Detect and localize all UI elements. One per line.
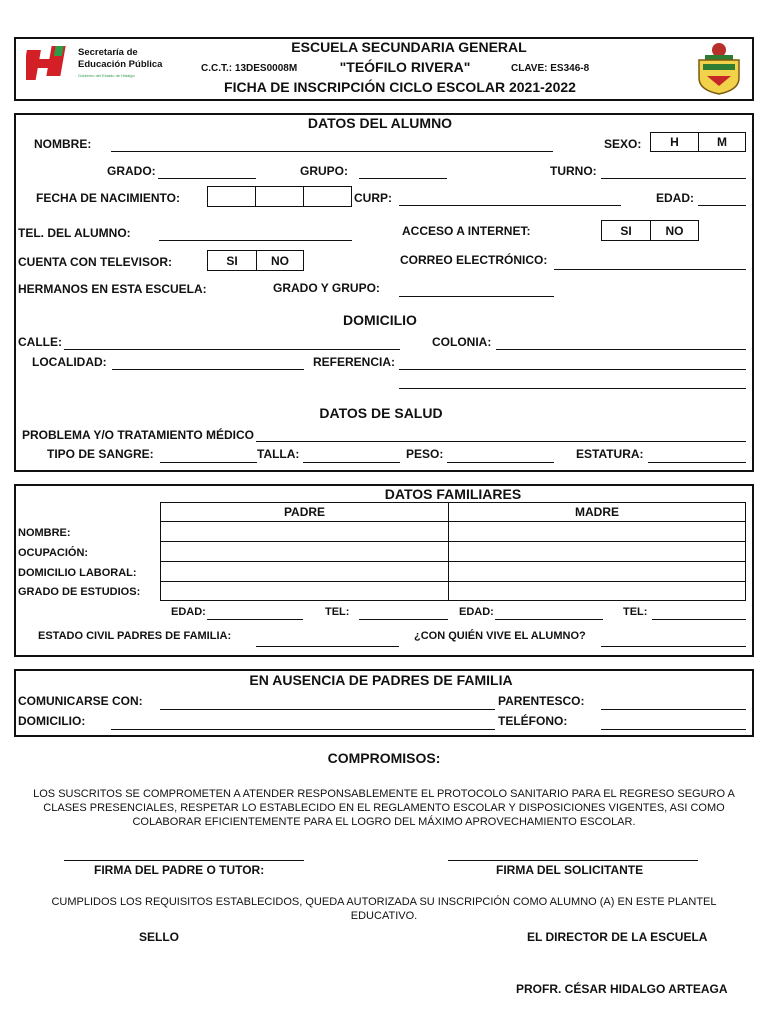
madre-header: MADRE [448,502,746,522]
comunicarse-label: COMUNICARSE CON: [18,694,143,708]
localidad-field[interactable] [112,369,304,370]
problema-label: PROBLEMA Y/O TRATAMIENTO MÉDICO [22,428,255,442]
madre-tel-label: TEL: [623,606,648,618]
sep-logo-icon [26,44,72,82]
turno-field[interactable] [601,178,746,179]
correo-label: CORREO ELECTRÓNICO: [400,253,548,267]
sello-label: SELLO [139,930,180,944]
sexo-m-box[interactable]: M [698,132,746,152]
logo-text-1: Secretaría de [78,47,138,58]
autorizacion-text: CUMPLIDOS LOS REQUISITOS ESTABLECIDOS, QUEDA AUTORIZADA SU INSCRIPCIÓN COMO ALUMNO (A) EN ESTE PLANTEL EDUCATIVO. [51,896,717,922]
shield-icon [693,40,745,96]
aus-domicilio-field[interactable] [111,729,495,730]
logo-text-3: Gobierno del Estado de Hidalgo [78,73,135,78]
estatura-label: ESTATURA: [576,447,644,461]
padre-tel-field[interactable] [359,619,448,620]
vive-con-label: ¿CON QUIÉN VIVE EL ALUMNO? [414,630,586,642]
grado-grupo-field[interactable] [399,296,554,297]
colonia-label: COLONIA: [432,335,492,349]
comunicarse-field[interactable] [160,709,495,710]
padre-nombre-cell[interactable] [160,521,449,542]
referencia-field-1[interactable] [399,369,746,370]
peso-field[interactable] [447,462,554,463]
turno-label: TURNO: [550,164,597,178]
edad-field[interactable] [698,205,746,206]
calle-label: CALLE: [18,335,62,349]
ausencia-title: EN AUSENCIA DE PADRES DE FAMILIA [249,672,513,688]
grado-grupo-label: GRADO Y GRUPO: [273,281,380,295]
estatura-field[interactable] [648,462,746,463]
fecha-mes-box[interactable] [255,186,304,207]
referencia-label: REFERENCIA: [313,355,396,369]
telefono-field[interactable] [601,729,746,730]
fecha-nac-label: FECHA DE NACIMIENTO: [36,191,180,205]
sep-logo [26,44,72,82]
director-label: EL DIRECTOR DE LA ESCUELA [527,930,708,944]
televisor-si-box[interactable]: SI [207,250,257,271]
madre-nombre-cell[interactable] [448,521,746,542]
padre-ocupacion-cell[interactable] [160,541,449,562]
vive-con-field[interactable] [601,646,746,647]
school-type: ESCUELA SECUNDARIA GENERAL [291,39,527,55]
estado-civil-label: ESTADO CIVIL PADRES DE FAMILIA: [38,630,232,642]
talla-field[interactable] [303,462,400,463]
madre-edad-label: EDAD: [459,606,494,618]
alumno-title: DATOS DEL ALUMNO [307,115,453,131]
peso-label: PESO: [406,447,444,461]
fam-nombre-label: NOMBRE: [18,527,71,539]
sangre-label: TIPO DE SANGRE: [47,447,154,461]
estado-civil-field[interactable] [256,646,399,647]
padre-tel-label: TEL: [325,606,350,618]
nombre-label: NOMBRE: [34,137,92,151]
internet-no-box[interactable]: NO [650,220,699,241]
padre-edad-field[interactable] [207,619,303,620]
internet-label: ACCESO A INTERNET: [402,224,531,238]
aus-domicilio-label: DOMICILIO: [18,714,86,728]
fam-domicilio-label: DOMICILIO LABORAL: [18,567,137,579]
clave: CLAVE: ES346-8 [511,63,590,74]
madre-domicilio-cell[interactable] [448,561,746,582]
sexo-h-box[interactable]: H [650,132,699,152]
fecha-dia-box[interactable] [207,186,256,207]
padre-estudios-cell[interactable] [160,581,449,601]
correo-field[interactable] [554,269,746,270]
parentesco-field[interactable] [601,709,746,710]
cct: C.C.T.: 13DES0008M [201,63,298,74]
nombre-field[interactable] [111,151,553,152]
compromisos-text: LOS SUSCRITOS SE COMPROMETEN A ATENDER RESPONSABLEMENTE EL PROTOCOLO SANITARIO PARA EL REGRESO SEGURO A CLASES PRESENCIALES, RESPETAR LO ESTABLECIDO EN EL REGLAMENTO ESCOLAR Y DISPOSICIONES VIGENTES, ASI COMO COLABORAR EFICIENTEMENTE PARA EL LOGRO DEL MÁXIMO APROVECHAMIENTO ESCOLAR. [33,788,735,828]
domicilio-title: DOMICILIO [343,312,417,328]
firma-padre-label: FIRMA DEL PADRE O TUTOR: [94,863,265,877]
fam-estudios-label: GRADO DE ESTUDIOS: [18,586,141,598]
school-name: "TEÓFILO RIVERA" [339,59,471,75]
televisor-no-box[interactable]: NO [256,250,304,271]
firma-padre-line[interactable] [64,860,304,861]
hermanos-label: HERMANOS EN ESTA ESCUELA: [18,282,207,296]
curp-label: CURP: [354,191,392,205]
grado-label: GRADO: [107,164,156,178]
salud-title: DATOS DE SALUD [319,405,443,421]
madre-ocupacion-cell[interactable] [448,541,746,562]
madre-edad-field[interactable] [495,619,603,620]
fecha-anio-box[interactable] [303,186,352,207]
colonia-field[interactable] [496,349,746,350]
madre-tel-field[interactable] [652,619,746,620]
grupo-field[interactable] [359,178,447,179]
grupo-label: GRUPO: [300,164,348,178]
compromisos-title: COMPROMISOS: [327,750,441,766]
firma-solicitante-label: FIRMA DEL SOLICITANTE [496,863,644,877]
tel-alumno-field[interactable] [159,240,352,241]
padre-domicilio-cell[interactable] [160,561,449,582]
grado-field[interactable] [158,178,256,179]
logo-text-2: Educación Pública [78,59,163,70]
referencia-field-2[interactable] [399,388,746,389]
sangre-field[interactable] [160,462,257,463]
firma-solicitante-line[interactable] [448,860,698,861]
parentesco-label: PARENTESCO: [498,694,585,708]
director-name: PROFR. CÉSAR HIDALGO ARTEAGA [516,982,728,996]
fam-ocupacion-label: OCUPACIÓN: [18,547,89,559]
edad-label: EDAD: [656,191,694,205]
problema-field[interactable] [256,441,746,442]
padre-edad-label: EDAD: [171,606,206,618]
curp-field[interactable] [399,205,621,206]
telefono-label: TELÉFONO: [498,714,568,728]
televisor-label: CUENTA CON TELEVISOR: [18,255,173,269]
padre-header: PADRE [160,502,449,522]
localidad-label: LOCALIDAD: [32,355,107,369]
talla-label: TALLA: [257,447,300,461]
familiares-title: DATOS FAMILIARES [384,486,522,502]
tel-alumno-label: TEL. DEL ALUMNO: [18,226,131,240]
internet-si-box[interactable]: SI [601,220,651,241]
sexo-label: SEXO: [604,137,642,151]
calle-field[interactable] [64,349,400,350]
madre-estudios-cell[interactable] [448,581,746,601]
school-emblem [693,40,745,96]
form-title: FICHA DE INSCRIPCIÓN CICLO ESCOLAR 2021-2022 [224,79,576,95]
